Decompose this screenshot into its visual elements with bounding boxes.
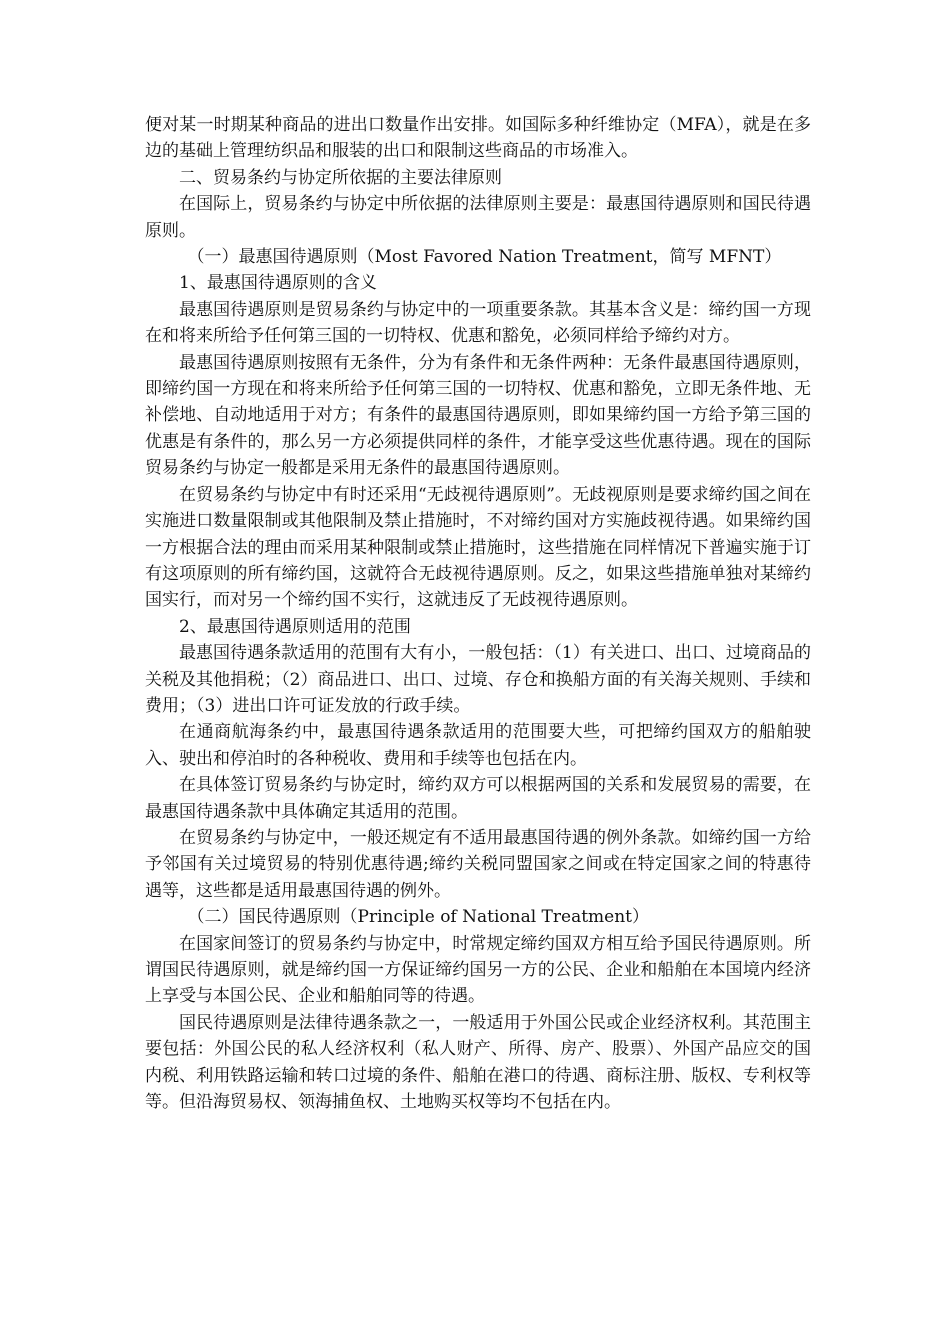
document-body bbox=[145, 112, 811, 1115]
subsection-heading-mfn: （一）最惠国待遇原则（Most Favored Nation Treatment，简写 MFNT） bbox=[187, 247, 782, 268]
paragraph: 国民待遇原则是法律待遇条款之一，一般适用于外国公民或企业经济权利。其范围主要包括：外国公民的私人经济权利（私人财产、所得、房产、股票）、外国产品应交的国内税、利用铁路运输和转口过境的条件、船舶在港口的待遇、商标注册、版权、专利权等等。但沿海贸易权、领海捕鱼权、土地购买权等均不包括在内。 bbox=[145, 1012, 811, 1113]
paragraph: 在具体签订贸易条约与协定时，缔约双方可以根据两国的关系和发展贸易的需要，在最惠国待遇条款中具体确定其适用的范围。 bbox=[145, 775, 811, 822]
subheading-mfn-scope: 2、最惠国待遇原则适用的范围 bbox=[179, 616, 411, 637]
paragraph-continuation: 便对某一时期某种商品的进出口数量作出安排。如国际多种纤维协定（MFA），就是在多边的基础上管理纺织品和服装的出口和限制这些商品的市场准入。 bbox=[145, 115, 811, 162]
paragraph: 最惠国待遇条款适用的范围有大有小，一般包括：（1）有关进口、出口、过境商品的关税及其他捐税；（2）商品进口、出口、过境、存仓和换船方面的有关海关规则、手续和费用；（3）进出口许可证发放的行政手续。 bbox=[145, 643, 811, 716]
paragraph: 在贸易条约与协定中，一般还规定有不适用最惠国待遇的例外条款。如缔约国一方给予邻国有关过境贸易的特别优惠待遇;缔约关税同盟国家之间或在特定国家之间的特惠待遇等，这些都是适用最惠国待遇的例外。 bbox=[145, 827, 811, 901]
paragraph: 在通商航海条约中，最惠国待遇条款适用的范围要大些，可把缔约国双方的船舶驶入、驶出和停泊时的各种税收、费用和手续等也包括在内。 bbox=[145, 722, 811, 769]
paragraph: 最惠国待遇原则按照有无条件，分为有条件和无条件两种：无条件最惠国待遇原则，即缔约国一方现在和将来所给予任何第三国的一切特权、优惠和豁免，立即无条件地、无补偿地、自动地适用于对方；有条件的最惠国待遇原则，即如果缔约国一方给予第三国的优惠是有条件的，那么另一方必须提供同样的条件，才能享受这些优惠待遇。现在的国际贸易条约与协定一般都是采用无条件的最惠国待遇原则。 bbox=[145, 352, 811, 479]
paragraph: 在国家间签订的贸易条约与协定中，时常规定缔约国双方相互给予国民待遇原则。所谓国民待遇原则，就是缔约国一方保证缔约国另一方的公民、企业和船舶在本国境内经济上享受与本国公民、企业和船舶同等的待遇。 bbox=[145, 933, 811, 1007]
paragraph: 在贸易条约与协定中有时还采用“无歧视待遇原则”。无歧视原则是要求缔约国之间在实施进口数量限制或其他限制及禁止措施时，不对缔约国对方实施歧视待遇。如果缔约国一方根据合法的理由而采用某种限制或禁止措施时，这些措施在同样情况下普遍实施于订有这项原则的所有缔约国，这就符合无歧视待遇原则。反之，如果这些措施单独对某缔约国实行，而对另一个缔约国不实行，这就违反了无歧视待遇原则。 bbox=[145, 484, 811, 611]
subsection-heading-national-treatment: （二）国民待遇原则（Principle of National Treatment） bbox=[187, 907, 650, 928]
section-heading-legal-principles: 二、贸易条约与协定所依据的主要法律原则 bbox=[179, 167, 502, 188]
paragraph: 在国际上，贸易条约与协定中所依据的法律原则主要是：最惠国待遇原则和国民待遇原则。 bbox=[145, 194, 811, 241]
subheading-mfn-meaning: 1、最惠国待遇原则的含义 bbox=[179, 273, 377, 294]
paragraph: 最惠国待遇原则是贸易条约与协定中的一项重要条款。其基本含义是：缔约国一方现在和将来所给予任何第三国的一切特权、优惠和豁免，必须同样给予缔约对方。 bbox=[145, 299, 811, 347]
